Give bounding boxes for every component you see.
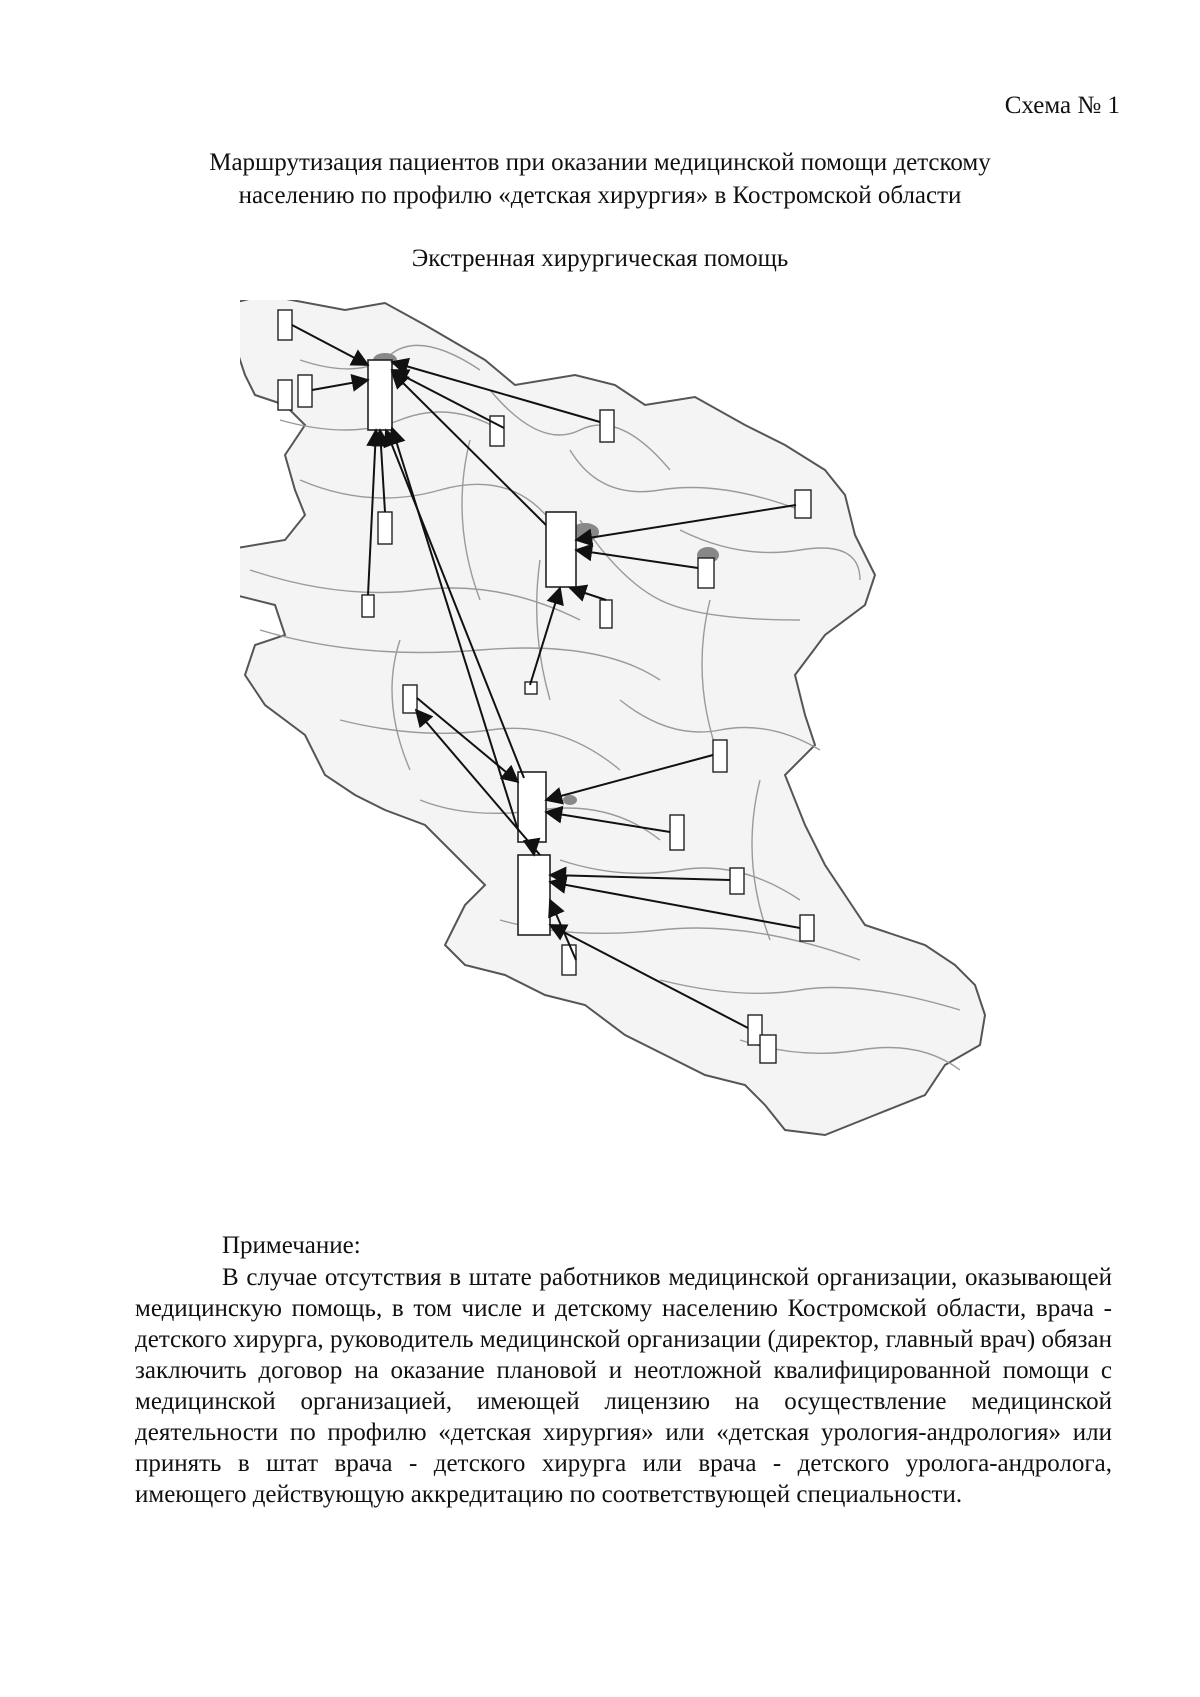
district-box [362, 595, 374, 617]
district-box [760, 1035, 776, 1063]
routing-map-figure [240, 300, 1100, 1220]
district-box [600, 410, 614, 442]
district-box [713, 740, 727, 772]
hub-box-center [546, 512, 576, 587]
district-box [730, 868, 744, 894]
scheme-number-label: Схема № 1 [1004, 92, 1120, 119]
document-title [0, 146, 1200, 212]
hub-box-south-1 [518, 772, 546, 842]
district-box [698, 558, 714, 588]
district-box [795, 490, 811, 518]
district-box [800, 915, 814, 941]
district-box [278, 310, 292, 340]
district-box [278, 380, 292, 410]
district-box [403, 685, 417, 713]
district-box [298, 375, 312, 407]
hub-box-south-2 [518, 855, 550, 935]
note-title: Примечание: [222, 1232, 361, 1259]
district-box [378, 512, 392, 544]
lake-spot [563, 795, 577, 805]
district-box [600, 600, 612, 628]
routing-map [240, 300, 1100, 1220]
document-title-line-1: Маршрутизация пациентов при оказании медицинской помощи детскому [209, 149, 991, 176]
document-title-line-2: населению по профилю «детская хирургия» в Костромской области [238, 182, 962, 209]
district-box [562, 945, 576, 975]
document-subtitle: Экстренная хирургическая помощь [411, 245, 789, 272]
district-box [490, 416, 504, 446]
district-box [670, 815, 684, 850]
note-body: В случае отсутствия в штате работников медицинской организации, оказывающей медицинскую помощь, в том числе и детскому населению Костромской области, врача - детского хирурга, руководитель медицинской организации (директор, главный врач) обязан заключить договор на оказание плановой и неотложной квалифицированной помощи с медицинской организацией, имеющей лицензию на осуществление медицинской деятельности по профилю «детская хирургия» или «детская урология-андрология» или принять в штат врача - детского хирурга или врача - детского уролога-андролога, имеющего действующую аккредитацию по соответствующей специальности. [135, 1264, 1112, 1508]
hub-box-north [368, 360, 392, 430]
